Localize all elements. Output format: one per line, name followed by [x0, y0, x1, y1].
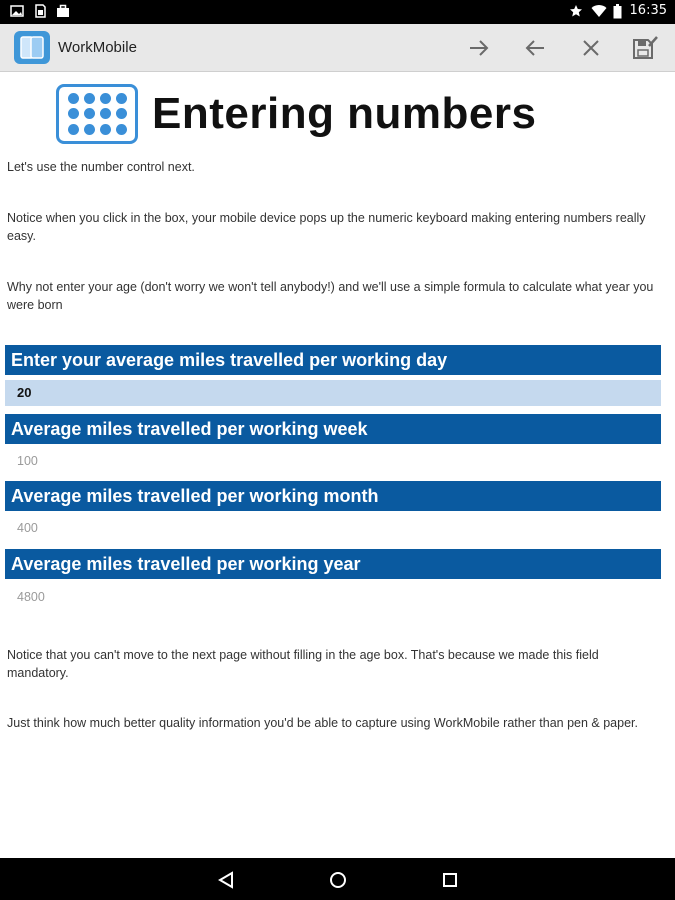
miles-per-week-value: 100: [17, 454, 38, 468]
field-label-month: Average miles travelled per working month: [5, 481, 661, 511]
field-label-year: Average miles travelled per working year: [5, 549, 661, 579]
app-logo-icon: [14, 31, 50, 64]
nav-back-button[interactable]: [215, 869, 237, 891]
back-button[interactable]: [520, 33, 550, 63]
miles-per-month-value: 400: [17, 521, 38, 535]
system-nav-bar: [0, 858, 675, 900]
keypad-icon: [56, 84, 138, 144]
next-arrow-icon: [468, 37, 490, 59]
field-label-week: Average miles travelled per working week: [5, 414, 661, 444]
wifi-icon: [591, 4, 605, 18]
intro-paragraph: Let's use the number control next.: [7, 160, 195, 174]
intro-paragraph: Why not enter your age (don't worry we won't tell anybody!) and we'll use a simple formula to calculate what year you were born: [7, 280, 654, 312]
picture-icon: [10, 4, 24, 18]
footer-paragraph: Notice that you can't move to the next page without filling in the age box. That's because we made this field mandatory.: [7, 648, 599, 680]
nav-back-icon: [217, 871, 235, 889]
close-icon: [581, 38, 601, 58]
save-icon: [631, 34, 659, 62]
close-button[interactable]: [576, 33, 606, 63]
intro-paragraph: Notice when you click in the box, your mobile device pops up the numeric keyboard making entering numbers really easy.: [7, 211, 646, 243]
miles-per-year-value: 4800: [17, 590, 45, 604]
nav-recents-icon: [442, 872, 458, 888]
page-title: Entering numbers: [152, 89, 537, 138]
page-header: [56, 84, 537, 144]
status-clock: 16:35: [629, 3, 667, 18]
next-button[interactable]: [464, 33, 494, 63]
sim-icon: [33, 4, 47, 18]
app-bar: [0, 24, 675, 72]
briefcase-icon: [56, 4, 70, 18]
star-icon: [569, 4, 583, 18]
save-button[interactable]: [630, 33, 660, 63]
status-bar: [0, 0, 675, 24]
nav-recents-button[interactable]: [439, 869, 461, 891]
nav-home-button[interactable]: [327, 869, 349, 891]
battery-icon: [613, 4, 622, 18]
back-arrow-icon: [524, 37, 546, 59]
miles-per-day-input[interactable]: 20: [5, 380, 661, 406]
field-label-day: Enter your average miles travelled per working day: [5, 345, 661, 375]
footer-paragraph: Just think how much better quality information you'd be able to capture using WorkMobile rather than pen & paper.: [7, 716, 638, 730]
nav-home-icon: [329, 871, 347, 889]
app-title: WorkMobile: [58, 39, 137, 56]
